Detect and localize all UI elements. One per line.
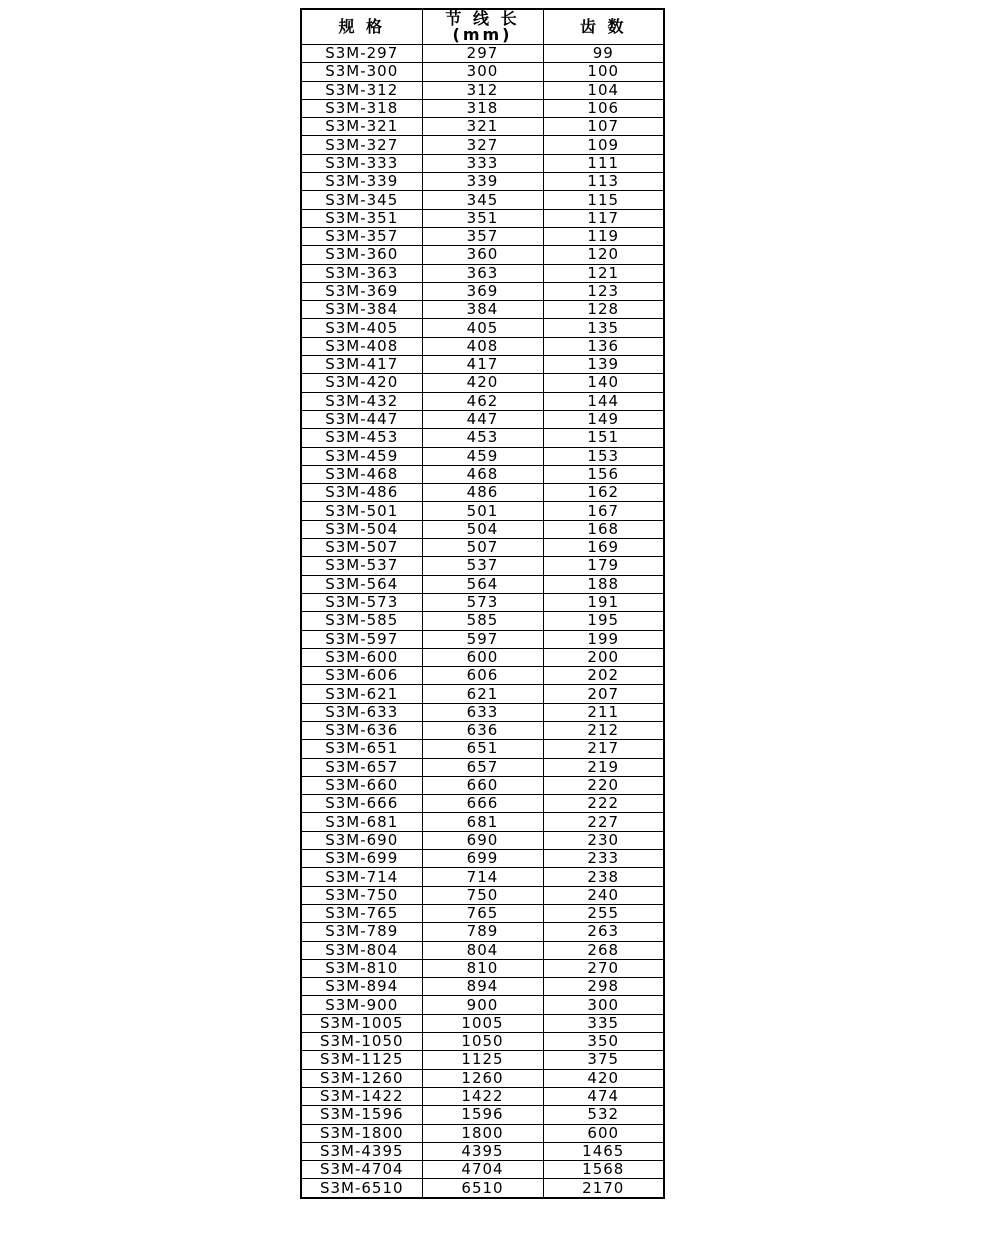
cell-spec: S3M-810 xyxy=(301,959,422,977)
cell-teeth: 140 xyxy=(543,374,664,392)
table-row xyxy=(301,868,664,886)
cell-spec: S3M-447 xyxy=(301,410,422,428)
cell-teeth: 162 xyxy=(543,484,664,502)
cell-pitch-length: 345 xyxy=(422,191,543,209)
cell-pitch-length: 900 xyxy=(422,996,543,1014)
cell-pitch-length: 327 xyxy=(422,136,543,154)
table-row xyxy=(301,1014,664,1032)
cell-spec: S3M-633 xyxy=(301,703,422,721)
cell-teeth: 120 xyxy=(543,246,664,264)
cell-spec: S3M-1005 xyxy=(301,1014,422,1032)
cell-spec: S3M-573 xyxy=(301,593,422,611)
cell-teeth: 123 xyxy=(543,282,664,300)
table-row xyxy=(301,557,664,575)
table-row xyxy=(301,246,664,264)
cell-pitch-length: 1050 xyxy=(422,1033,543,1051)
table-row xyxy=(301,904,664,922)
cell-pitch-length: 636 xyxy=(422,721,543,739)
table-row xyxy=(301,941,664,959)
cell-pitch-length: 1260 xyxy=(422,1069,543,1087)
cell-spec: S3M-681 xyxy=(301,813,422,831)
cell-teeth: 167 xyxy=(543,502,664,520)
table-row xyxy=(301,63,664,81)
cell-spec: S3M-300 xyxy=(301,63,422,81)
header-spec: 规 格 xyxy=(301,9,422,45)
header-pitch-length-label: 节 线 长 xyxy=(445,9,520,28)
cell-spec: S3M-408 xyxy=(301,337,422,355)
cell-teeth: 300 xyxy=(543,996,664,1014)
header-teeth: 齿 数 xyxy=(543,9,664,45)
cell-spec: S3M-432 xyxy=(301,392,422,410)
table-row xyxy=(301,337,664,355)
cell-spec: S3M-420 xyxy=(301,374,422,392)
cell-spec: S3M-1422 xyxy=(301,1087,422,1105)
cell-spec: S3M-1125 xyxy=(301,1051,422,1069)
table-row xyxy=(301,374,664,392)
table-row xyxy=(301,209,664,227)
table-row xyxy=(301,758,664,776)
cell-teeth: 240 xyxy=(543,886,664,904)
table-row xyxy=(301,282,664,300)
table-row xyxy=(301,959,664,977)
cell-pitch-length: 600 xyxy=(422,648,543,666)
cell-pitch-length: 369 xyxy=(422,282,543,300)
cell-spec: S3M-345 xyxy=(301,191,422,209)
cell-pitch-length: 357 xyxy=(422,227,543,245)
table-row xyxy=(301,227,664,245)
cell-teeth: 179 xyxy=(543,557,664,575)
cell-spec: S3M-651 xyxy=(301,740,422,758)
table-row xyxy=(301,99,664,117)
cell-teeth: 151 xyxy=(543,429,664,447)
cell-teeth: 217 xyxy=(543,740,664,758)
cell-pitch-length: 6510 xyxy=(422,1179,543,1198)
header-pitch-length xyxy=(422,9,543,45)
cell-teeth: 169 xyxy=(543,539,664,557)
cell-teeth: 149 xyxy=(543,410,664,428)
cell-spec: S3M-507 xyxy=(301,539,422,557)
cell-pitch-length: 339 xyxy=(422,173,543,191)
cell-pitch-length: 468 xyxy=(422,465,543,483)
cell-pitch-length: 714 xyxy=(422,868,543,886)
cell-teeth: 99 xyxy=(543,45,664,63)
header-pitch-length-unit: (mm) xyxy=(452,25,513,44)
cell-teeth: 532 xyxy=(543,1106,664,1124)
cell-teeth: 139 xyxy=(543,356,664,374)
cell-pitch-length: 633 xyxy=(422,703,543,721)
cell-teeth: 202 xyxy=(543,667,664,685)
cell-pitch-length: 681 xyxy=(422,813,543,831)
cell-teeth: 136 xyxy=(543,337,664,355)
cell-pitch-length: 333 xyxy=(422,154,543,172)
cell-pitch-length: 462 xyxy=(422,392,543,410)
cell-spec: S3M-900 xyxy=(301,996,422,1014)
header-row xyxy=(301,9,664,45)
cell-teeth: 1465 xyxy=(543,1142,664,1160)
cell-pitch-length: 804 xyxy=(422,941,543,959)
cell-teeth: 144 xyxy=(543,392,664,410)
cell-teeth: 270 xyxy=(543,959,664,977)
cell-spec: S3M-6510 xyxy=(301,1179,422,1198)
table-row xyxy=(301,301,664,319)
cell-spec: S3M-333 xyxy=(301,154,422,172)
cell-teeth: 2170 xyxy=(543,1179,664,1198)
cell-spec: S3M-468 xyxy=(301,465,422,483)
cell-spec: S3M-585 xyxy=(301,612,422,630)
cell-spec: S3M-312 xyxy=(301,81,422,99)
cell-pitch-length: 504 xyxy=(422,520,543,538)
cell-pitch-length: 789 xyxy=(422,923,543,941)
cell-pitch-length: 765 xyxy=(422,904,543,922)
cell-teeth: 106 xyxy=(543,99,664,117)
cell-pitch-length: 894 xyxy=(422,978,543,996)
cell-teeth: 222 xyxy=(543,795,664,813)
table-row xyxy=(301,173,664,191)
cell-spec: S3M-1050 xyxy=(301,1033,422,1051)
cell-pitch-length: 351 xyxy=(422,209,543,227)
cell-teeth: 113 xyxy=(543,173,664,191)
cell-pitch-length: 321 xyxy=(422,118,543,136)
table-row xyxy=(301,45,664,63)
cell-spec: S3M-486 xyxy=(301,484,422,502)
cell-pitch-length: 4395 xyxy=(422,1142,543,1160)
table-row xyxy=(301,630,664,648)
cell-pitch-length: 459 xyxy=(422,447,543,465)
cell-spec: S3M-363 xyxy=(301,264,422,282)
cell-spec: S3M-360 xyxy=(301,246,422,264)
table-row xyxy=(301,1106,664,1124)
cell-teeth: 212 xyxy=(543,721,664,739)
table-row xyxy=(301,319,664,337)
cell-teeth: 119 xyxy=(543,227,664,245)
cell-teeth: 263 xyxy=(543,923,664,941)
cell-spec: S3M-606 xyxy=(301,667,422,685)
cell-spec: S3M-636 xyxy=(301,721,422,739)
table-row xyxy=(301,1069,664,1087)
table-row xyxy=(301,593,664,611)
cell-pitch-length: 651 xyxy=(422,740,543,758)
table-row xyxy=(301,1051,664,1069)
cell-teeth: 200 xyxy=(543,648,664,666)
table-row xyxy=(301,520,664,538)
table-body xyxy=(301,45,664,1198)
cell-teeth: 1568 xyxy=(543,1161,664,1179)
cell-teeth: 156 xyxy=(543,465,664,483)
cell-spec: S3M-318 xyxy=(301,99,422,117)
table-row xyxy=(301,1142,664,1160)
cell-teeth: 207 xyxy=(543,685,664,703)
cell-pitch-length: 507 xyxy=(422,539,543,557)
cell-teeth: 474 xyxy=(543,1087,664,1105)
cell-spec: S3M-597 xyxy=(301,630,422,648)
table-row xyxy=(301,539,664,557)
cell-pitch-length: 564 xyxy=(422,575,543,593)
cell-spec: S3M-504 xyxy=(301,520,422,538)
cell-spec: S3M-459 xyxy=(301,447,422,465)
cell-pitch-length: 4704 xyxy=(422,1161,543,1179)
cell-spec: S3M-417 xyxy=(301,356,422,374)
cell-spec: S3M-1596 xyxy=(301,1106,422,1124)
cell-spec: S3M-1800 xyxy=(301,1124,422,1142)
cell-spec: S3M-537 xyxy=(301,557,422,575)
cell-pitch-length: 657 xyxy=(422,758,543,776)
table-row xyxy=(301,264,664,282)
cell-teeth: 375 xyxy=(543,1051,664,1069)
table-row xyxy=(301,740,664,758)
cell-teeth: 121 xyxy=(543,264,664,282)
cell-pitch-length: 501 xyxy=(422,502,543,520)
table-row xyxy=(301,886,664,904)
cell-teeth: 268 xyxy=(543,941,664,959)
cell-pitch-length: 360 xyxy=(422,246,543,264)
cell-spec: S3M-339 xyxy=(301,173,422,191)
cell-teeth: 219 xyxy=(543,758,664,776)
table-row xyxy=(301,721,664,739)
cell-teeth: 220 xyxy=(543,776,664,794)
table-row xyxy=(301,978,664,996)
table-row xyxy=(301,356,664,374)
cell-pitch-length: 1422 xyxy=(422,1087,543,1105)
table-row xyxy=(301,612,664,630)
cell-spec: S3M-894 xyxy=(301,978,422,996)
table-row xyxy=(301,1161,664,1179)
cell-pitch-length: 1800 xyxy=(422,1124,543,1142)
cell-spec: S3M-405 xyxy=(301,319,422,337)
table-row xyxy=(301,484,664,502)
cell-pitch-length: 318 xyxy=(422,99,543,117)
table-row xyxy=(301,831,664,849)
belt-spec-table xyxy=(300,8,665,1199)
cell-pitch-length: 408 xyxy=(422,337,543,355)
table-row xyxy=(301,813,664,831)
cell-pitch-length: 297 xyxy=(422,45,543,63)
cell-pitch-length: 690 xyxy=(422,831,543,849)
cell-pitch-length: 1005 xyxy=(422,1014,543,1032)
cell-teeth: 255 xyxy=(543,904,664,922)
table-row xyxy=(301,118,664,136)
table-row xyxy=(301,1033,664,1051)
cell-teeth: 111 xyxy=(543,154,664,172)
cell-spec: S3M-657 xyxy=(301,758,422,776)
cell-spec: S3M-321 xyxy=(301,118,422,136)
cell-teeth: 238 xyxy=(543,868,664,886)
cell-teeth: 188 xyxy=(543,575,664,593)
cell-spec: S3M-666 xyxy=(301,795,422,813)
cell-teeth: 115 xyxy=(543,191,664,209)
table-row xyxy=(301,795,664,813)
table-row xyxy=(301,685,664,703)
table-row xyxy=(301,667,664,685)
table-row xyxy=(301,410,664,428)
cell-pitch-length: 453 xyxy=(422,429,543,447)
cell-pitch-length: 660 xyxy=(422,776,543,794)
cell-spec: S3M-714 xyxy=(301,868,422,886)
cell-spec: S3M-1260 xyxy=(301,1069,422,1087)
cell-pitch-length: 597 xyxy=(422,630,543,648)
table-header xyxy=(301,9,664,45)
cell-pitch-length: 750 xyxy=(422,886,543,904)
cell-spec: S3M-501 xyxy=(301,502,422,520)
table-row xyxy=(301,392,664,410)
cell-pitch-length: 537 xyxy=(422,557,543,575)
table-row xyxy=(301,154,664,172)
cell-teeth: 104 xyxy=(543,81,664,99)
cell-pitch-length: 1596 xyxy=(422,1106,543,1124)
table-row xyxy=(301,648,664,666)
table-row xyxy=(301,575,664,593)
cell-pitch-length: 699 xyxy=(422,850,543,868)
cell-spec: S3M-621 xyxy=(301,685,422,703)
table-row xyxy=(301,136,664,154)
cell-spec: S3M-327 xyxy=(301,136,422,154)
cell-pitch-length: 312 xyxy=(422,81,543,99)
table-row xyxy=(301,191,664,209)
table-row xyxy=(301,502,664,520)
cell-teeth: 100 xyxy=(543,63,664,81)
cell-pitch-length: 417 xyxy=(422,356,543,374)
table-row xyxy=(301,850,664,868)
cell-teeth: 109 xyxy=(543,136,664,154)
cell-teeth: 128 xyxy=(543,301,664,319)
cell-spec: S3M-600 xyxy=(301,648,422,666)
cell-teeth: 153 xyxy=(543,447,664,465)
cell-teeth: 298 xyxy=(543,978,664,996)
table-row xyxy=(301,703,664,721)
cell-teeth: 135 xyxy=(543,319,664,337)
cell-spec: S3M-750 xyxy=(301,886,422,904)
cell-teeth: 600 xyxy=(543,1124,664,1142)
table-row xyxy=(301,429,664,447)
cell-pitch-length: 384 xyxy=(422,301,543,319)
table-row xyxy=(301,447,664,465)
table-row xyxy=(301,1179,664,1198)
cell-spec: S3M-660 xyxy=(301,776,422,794)
cell-teeth: 191 xyxy=(543,593,664,611)
cell-teeth: 211 xyxy=(543,703,664,721)
cell-spec: S3M-690 xyxy=(301,831,422,849)
cell-pitch-length: 810 xyxy=(422,959,543,977)
cell-spec: S3M-789 xyxy=(301,923,422,941)
table-row xyxy=(301,776,664,794)
cell-pitch-length: 573 xyxy=(422,593,543,611)
cell-spec: S3M-4704 xyxy=(301,1161,422,1179)
table-row xyxy=(301,1087,664,1105)
cell-teeth: 168 xyxy=(543,520,664,538)
cell-spec: S3M-804 xyxy=(301,941,422,959)
cell-spec: S3M-453 xyxy=(301,429,422,447)
cell-spec: S3M-699 xyxy=(301,850,422,868)
cell-pitch-length: 606 xyxy=(422,667,543,685)
cell-teeth: 107 xyxy=(543,118,664,136)
table-row xyxy=(301,1124,664,1142)
cell-spec: S3M-297 xyxy=(301,45,422,63)
table-row xyxy=(301,923,664,941)
table-row xyxy=(301,81,664,99)
cell-teeth: 230 xyxy=(543,831,664,849)
cell-pitch-length: 1125 xyxy=(422,1051,543,1069)
cell-pitch-length: 363 xyxy=(422,264,543,282)
cell-spec: S3M-4395 xyxy=(301,1142,422,1160)
cell-pitch-length: 447 xyxy=(422,410,543,428)
cell-teeth: 199 xyxy=(543,630,664,648)
cell-spec: S3M-357 xyxy=(301,227,422,245)
cell-spec: S3M-369 xyxy=(301,282,422,300)
cell-teeth: 233 xyxy=(543,850,664,868)
cell-pitch-length: 405 xyxy=(422,319,543,337)
cell-pitch-length: 666 xyxy=(422,795,543,813)
cell-teeth: 227 xyxy=(543,813,664,831)
cell-spec: S3M-351 xyxy=(301,209,422,227)
cell-teeth: 195 xyxy=(543,612,664,630)
cell-teeth: 350 xyxy=(543,1033,664,1051)
table-row xyxy=(301,996,664,1014)
cell-teeth: 117 xyxy=(543,209,664,227)
cell-pitch-length: 486 xyxy=(422,484,543,502)
cell-pitch-length: 300 xyxy=(422,63,543,81)
cell-spec: S3M-564 xyxy=(301,575,422,593)
cell-teeth: 420 xyxy=(543,1069,664,1087)
cell-pitch-length: 585 xyxy=(422,612,543,630)
table-row xyxy=(301,465,664,483)
cell-teeth: 335 xyxy=(543,1014,664,1032)
cell-spec: S3M-384 xyxy=(301,301,422,319)
cell-pitch-length: 621 xyxy=(422,685,543,703)
cell-spec: S3M-765 xyxy=(301,904,422,922)
cell-pitch-length: 420 xyxy=(422,374,543,392)
